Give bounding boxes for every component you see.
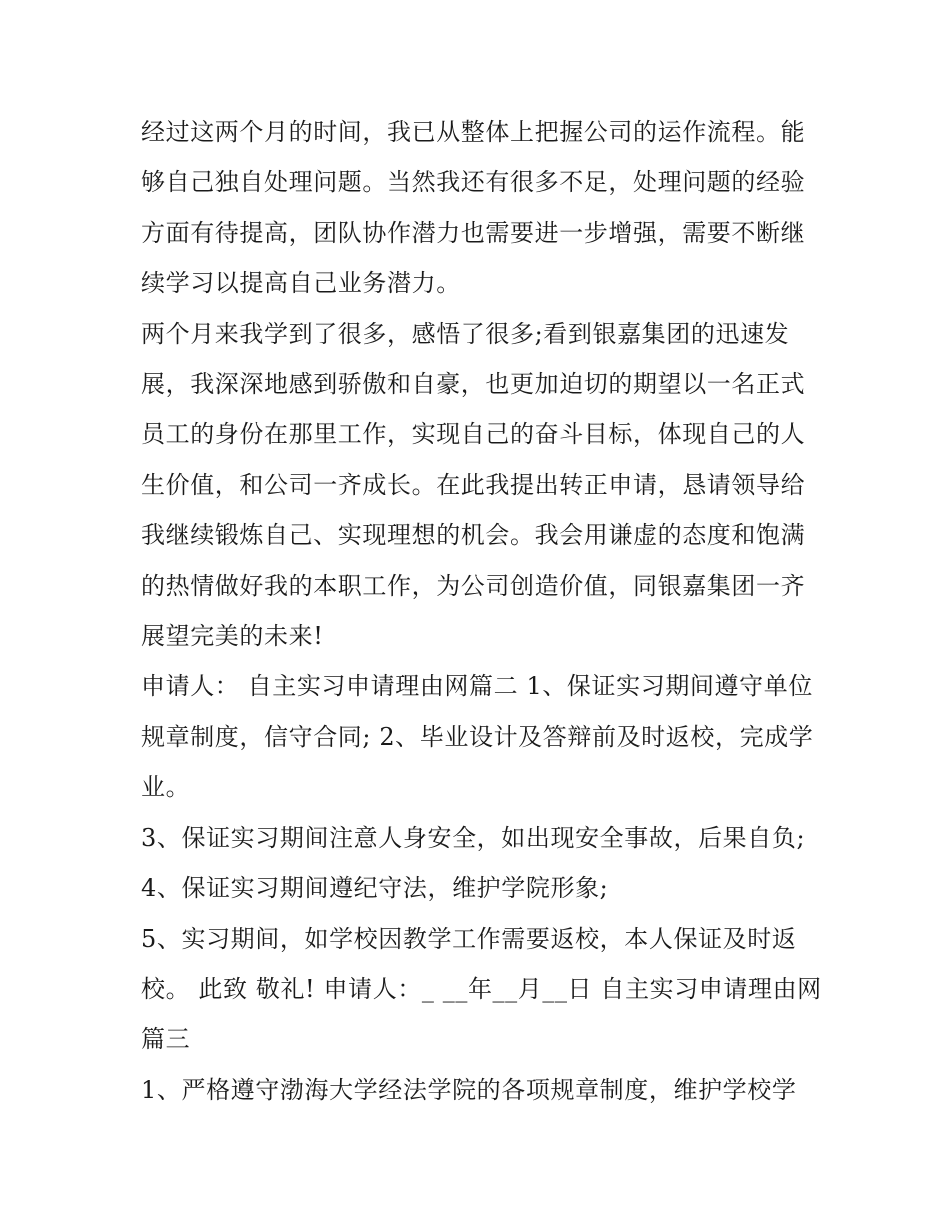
paragraph-item-3 [141, 813, 821, 863]
paragraph-application [141, 309, 821, 662]
text-line: 展，我深深地感到骄傲和自豪，也更加迫切的期望以一名正式 [141, 370, 806, 399]
text-line: 展望完美的未来! [141, 622, 324, 651]
text-line: 规章制度，信守合同; 2、毕业设计及答辩前及时返校，完成学 [141, 722, 814, 751]
text-line: 3、保证实习期间注意人身安全，如出现安全事故，后果自负; [141, 823, 806, 852]
text-line: 方面有待提高，团队协作潜力也需要进一步增强，需要不断继 [141, 218, 806, 247]
paragraph-applicant-article-two [141, 661, 821, 812]
text-line: 的热情做好我的本职工作，为公司创造价值，同银嘉集团一齐 [141, 571, 806, 600]
document-body [141, 107, 821, 1115]
paragraph-item-4 [141, 863, 821, 913]
paragraph-item-5 [141, 914, 821, 1065]
text-line: 5、实习期间，如学校因教学工作需要返校，本人保证及时返 [141, 924, 797, 953]
text-line: 申请人： 自主实习申请理由网篇二 1、保证实习期间遵守单位 [141, 672, 813, 701]
text-line: 校。 此致 敬礼! 申请人：_ __年__月__日 自主实习申请理由网 [141, 974, 822, 1003]
text-line: 经过这两个月的时间，我已从整体上把握公司的运作流程。能 [141, 118, 806, 146]
text-line: 够自己独自处理问题。当然我还有很多不足，处理问题的经验 [141, 168, 806, 197]
text-line: 1、严格遵守渤海大学经法学院的各项规章制度，维护学校学 [141, 1075, 797, 1104]
text-line: 4、保证实习期间遵纪守法，维护学院形象; [141, 874, 609, 903]
text-line: 员工的身份在那里工作，实现自己的奋斗目标，体现自己的人 [141, 420, 806, 449]
paragraph-article-three-item-1 [141, 1065, 821, 1115]
text-line: 续学习以提高自己业务潜力。 [141, 269, 461, 298]
text-line: 生价值，和公司一齐成长。在此我提出转正申请，恳请领导给 [141, 470, 806, 499]
text-line: 业。 [141, 773, 191, 802]
text-line: 篇三 [141, 1025, 191, 1054]
paragraph-work-summary [141, 107, 821, 309]
text-line: 我继续锻炼自己、实现理想的机会。我会用谦虚的态度和饱满 [141, 521, 806, 550]
text-line: 两个月来我学到了很多，感悟了很多;看到银嘉集团的迅速发 [141, 319, 790, 348]
